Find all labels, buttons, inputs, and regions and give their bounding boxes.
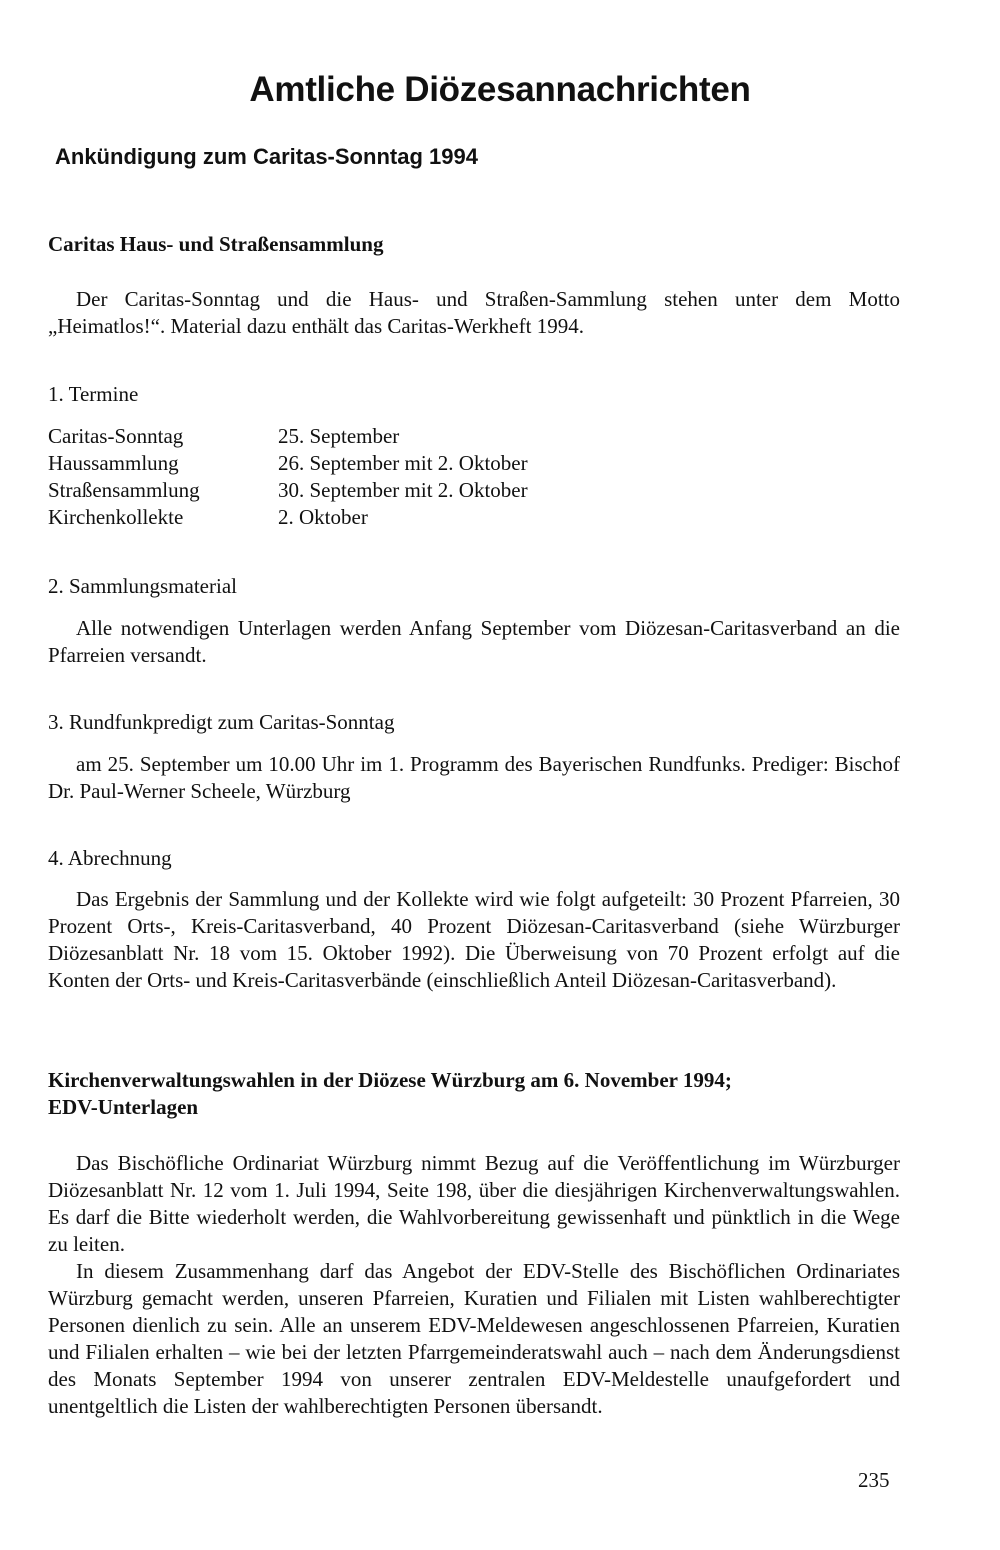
termine-label: Straßensammlung	[48, 478, 200, 502]
termine-date: 26. September mit 2. Oktober	[278, 451, 528, 475]
termine-row	[48, 450, 528, 477]
wahlen-paragraph-1	[48, 1150, 900, 1258]
termine-row	[48, 504, 368, 531]
caritas-intro	[48, 286, 900, 340]
rundfunk-paragraph	[48, 751, 900, 805]
rundfunk-text: am 25. September um 10.00 Uhr im 1. Programm des Bayerischen Rundfunks. Prediger: Bischof Dr. Paul-Werner Scheele, Würzburg	[48, 752, 900, 803]
wahlen-text-1: Das Bischöfliche Ordinariat Würzburg nimmt Bezug auf die Veröffentlichung im Würzburger Diözesanblatt Nr. 12 vom 1. Juli 1994, Seite 198, über die diesjährigen Kirchenverwaltungswahlen. Es darf die Bitte wiederholt werden, die Wahlvorbereitung gewissenhaft und pünktlich in die Wege zu leiten.	[48, 1151, 900, 1256]
abrechnung-heading: 4. Abrechnung	[48, 846, 172, 870]
caritas-intro-text: Der Caritas-Sonntag und die Haus- und Straßen-Sammlung stehen unter dem Motto „Heimatlos!“. Material dazu enthält das Caritas-Werkheft 1994.	[48, 287, 900, 338]
termine-label: Haussammlung	[48, 451, 179, 475]
termine-date: 25. September	[278, 424, 400, 448]
termine-date: 2. Oktober	[278, 505, 368, 529]
rundfunk-heading: 3. Rundfunkpredigt zum Caritas-Sonntag	[48, 710, 395, 734]
termine-row	[48, 477, 528, 504]
wahlen-subheading: EDV-Unterlagen	[48, 1095, 199, 1119]
termine-row	[48, 423, 399, 450]
page-number: 235	[858, 1468, 890, 1492]
page-title: Amtliche Diözesannachrichten	[249, 70, 751, 109]
material-heading: 2. Sammlungsmaterial	[48, 574, 237, 598]
abrechnung-text: Das Ergebnis der Sammlung und der Kollekte wird wie folgt aufgeteilt: 30 Prozent Pfarreien, 30 Prozent Orts-, Kreis-Caritasverband, 40 Prozent Diözesan-Caritasverband (siehe Würzburger Diözesanblatt Nr. 18 vom 15. Oktober 1992). Die Überweisung von 70 Prozent erfolgt auf die Konten der Orts- und Kreis-Caritasverbände (einschließlich Anteil Diözesan-Caritasverband).	[48, 887, 900, 992]
wahlen-paragraph-2	[48, 1258, 900, 1420]
wahlen-text-2: In diesem Zusammenhang darf das Angebot der EDV-Stelle des Bischöflichen Ordinariates Würzburg gemacht werden, unseren Pfarreien, Kuratien und Filialen mit Listen wahlberechtigter Personen dienlich zu sein. Alle an unserem EDV-Meldewesen angeschlossenen Pfarreien, Kuratien und Filialen erhalten – wie bei der letzten Pfarrgemeinderatswahl auch – nach dem Änderungsdienst des Monats September 1994 von unserer zentralen EDV-Meldestelle unaufgefordert und unentgeltlich die Listen der wahlberechtigten Personen übersandt.	[48, 1259, 900, 1418]
material-text: Alle notwendigen Unterlagen werden Anfang September vom Diözesan-Caritasverband an die Pfarreien versandt.	[48, 616, 900, 667]
termine-date: 30. September mit 2. Oktober	[278, 478, 528, 502]
caritas-heading: Caritas Haus- und Straßensammlung	[48, 232, 384, 256]
termine-label: Caritas-Sonntag	[48, 424, 184, 448]
termine-label: Kirchenkollekte	[48, 505, 184, 529]
announcement-subtitle: Ankündigung zum Caritas-Sonntag 1994	[55, 144, 478, 169]
abrechnung-paragraph	[48, 886, 900, 994]
termine-heading: 1. Termine	[48, 382, 139, 406]
material-paragraph	[48, 615, 900, 669]
wahlen-heading: Kirchenverwaltungswahlen in der Diözese Würzburg am 6. November 1994;	[48, 1068, 732, 1092]
